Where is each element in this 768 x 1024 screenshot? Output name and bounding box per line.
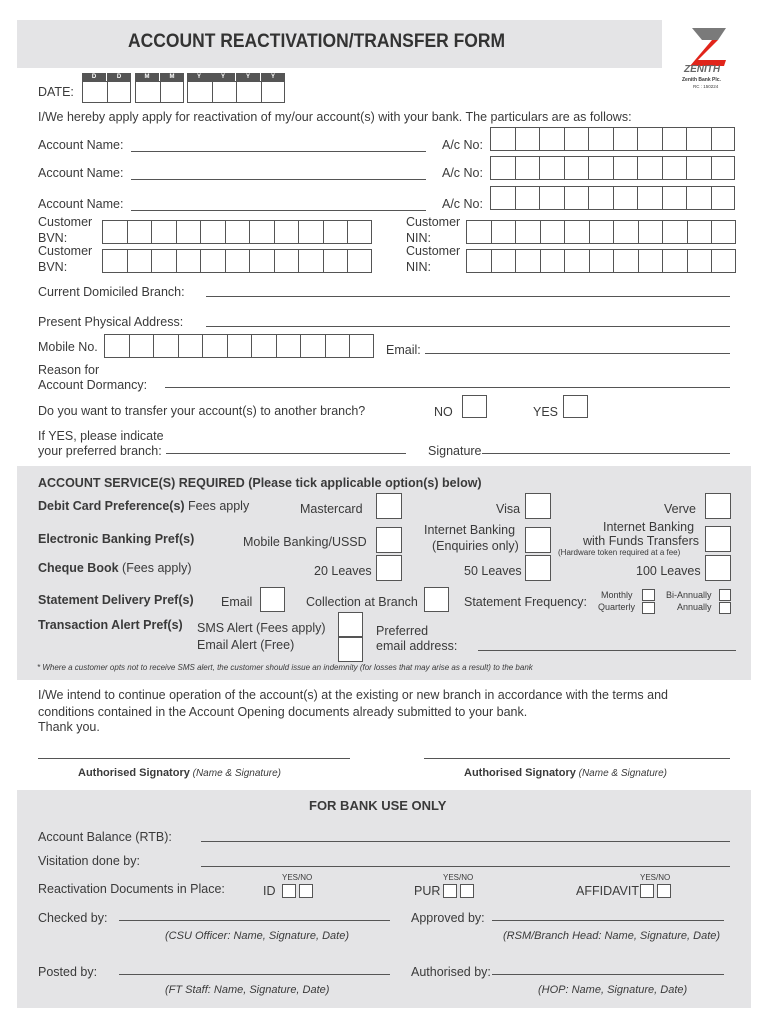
account-name-input[interactable] (131, 179, 426, 180)
char-box[interactable] (613, 156, 638, 180)
char-box[interactable] (102, 249, 127, 273)
char-box[interactable] (564, 186, 589, 210)
char-box[interactable] (515, 156, 540, 180)
50-leaves-checkbox[interactable] (525, 555, 551, 581)
checked-by-label: Checked by: (38, 911, 108, 925)
char-box[interactable] (686, 156, 711, 180)
char-box[interactable] (711, 249, 736, 273)
20-leaves-checkbox[interactable] (376, 555, 402, 581)
email-alert-label: Email Alert (Free) (197, 638, 295, 652)
char-box[interactable] (236, 81, 261, 103)
affidavit-yes-checkbox[interactable] (640, 884, 654, 898)
char-box[interactable] (490, 156, 515, 180)
preferred-branch-input[interactable] (166, 453, 406, 454)
char-box[interactable] (588, 156, 613, 180)
char-box[interactable] (613, 186, 638, 210)
char-box[interactable] (662, 127, 687, 151)
annually-checkbox[interactable] (719, 602, 731, 614)
date-year-boxes (187, 81, 285, 103)
pur-no-checkbox[interactable] (460, 884, 474, 898)
email-alert-checkbox[interactable] (338, 637, 363, 662)
nin-boxes (466, 249, 736, 273)
email-delivery-checkbox[interactable] (260, 587, 285, 612)
char-box[interactable] (323, 249, 348, 273)
char-box[interactable] (466, 220, 491, 244)
bank-use-section (17, 790, 751, 1008)
char-box[interactable] (540, 220, 565, 244)
char-box[interactable] (515, 249, 540, 273)
hop-note: (HOP: Name, Signature, Date) (538, 984, 688, 996)
biannually-checkbox[interactable] (719, 589, 731, 601)
char-box[interactable] (662, 156, 687, 180)
mobile-ussd-label: Mobile Banking/USSD (243, 535, 367, 549)
customer-label: Customer (406, 244, 461, 258)
char-box[interactable] (466, 249, 491, 273)
char-box[interactable] (539, 156, 564, 180)
authorised-signatory-label: Authorised Signatory (Name & Signature) (78, 767, 281, 779)
date-header: D (82, 73, 106, 81)
branch-label: Current Domiciled Branch: (38, 285, 185, 299)
pur-yes-checkbox[interactable] (443, 884, 457, 898)
char-box[interactable] (153, 334, 178, 358)
nin-label: NIN: (406, 231, 431, 245)
verve-label: Verve (664, 502, 696, 516)
char-box[interactable] (127, 220, 152, 244)
char-box[interactable] (687, 249, 712, 273)
char-box[interactable] (274, 249, 299, 273)
ac-no-label: A/c No: (442, 138, 483, 152)
statement-delivery-label: Statement Delivery Pref(s) (38, 593, 194, 607)
affidavit-label: AFFIDAVIT (576, 884, 639, 898)
char-box[interactable] (276, 334, 301, 358)
monthly-label: Monthly (601, 590, 633, 600)
char-box[interactable] (490, 186, 515, 210)
char-box[interactable] (300, 334, 325, 358)
bank-use-heading: FOR BANK USE ONLY (309, 798, 447, 813)
signatory-note: (Name & Signature) (575, 768, 667, 779)
address-label: Present Physical Address: (38, 315, 184, 329)
char-box[interactable] (711, 156, 736, 180)
ac-no-label: A/c No: (442, 197, 483, 211)
char-box[interactable] (200, 220, 225, 244)
char-box[interactable] (298, 220, 323, 244)
char-box[interactable] (251, 334, 276, 358)
char-box[interactable] (347, 249, 372, 273)
preferred-email-input[interactable] (478, 650, 736, 651)
char-box[interactable] (515, 220, 540, 244)
account-name-label: Account Name: (38, 166, 124, 180)
services-heading: ACCOUNT SERVICE(S) REQUIRED (Please tick applicable option(s) below) (38, 476, 482, 490)
visitation-input[interactable] (201, 866, 730, 867)
char-box[interactable] (515, 186, 540, 210)
char-box[interactable] (176, 220, 201, 244)
approved-by-input[interactable] (492, 920, 724, 921)
char-box[interactable] (490, 127, 515, 151)
quarterly-checkbox[interactable] (642, 602, 655, 614)
account-name-input[interactable] (131, 151, 426, 152)
char-box[interactable] (711, 186, 736, 210)
char-box[interactable] (637, 156, 662, 180)
char-box[interactable] (588, 186, 613, 210)
char-box[interactable] (107, 81, 132, 103)
char-box[interactable] (637, 127, 662, 151)
preferred-branch-label: If YES, please indicate (38, 429, 164, 443)
account-balance-label: Account Balance (RTB): (38, 830, 172, 844)
signatory-note: (Name & Signature) (189, 768, 281, 779)
rsm-note: (RSM/Branch Head: Name, Signature, Date) (503, 930, 721, 942)
char-box[interactable] (638, 220, 663, 244)
date-header: M (135, 73, 159, 81)
id-yes-checkbox[interactable] (282, 884, 296, 898)
char-box[interactable] (104, 334, 129, 358)
char-box[interactable] (662, 249, 687, 273)
char-box[interactable] (274, 220, 299, 244)
preferred-email-label: email address: (376, 639, 458, 653)
char-box[interactable] (151, 249, 176, 273)
token-note: (Hardware token required at a fee) (558, 548, 681, 557)
date-header: D (107, 73, 131, 81)
internet-banking-funds-label: with Funds Transfers (583, 534, 700, 548)
date-header: Y (236, 73, 260, 81)
visa-label: Visa (496, 502, 521, 516)
char-box[interactable] (589, 249, 614, 273)
char-box[interactable] (613, 220, 638, 244)
authorised-by-label: Authorised by: (411, 965, 491, 979)
account-name-label: Account Name: (38, 138, 124, 152)
char-box[interactable] (135, 81, 160, 103)
char-box[interactable] (515, 127, 540, 151)
char-box[interactable] (564, 220, 589, 244)
char-box[interactable] (613, 127, 638, 151)
pur-label: PUR (414, 884, 441, 898)
visitation-label: Visitation done by: (38, 854, 140, 868)
sms-alert-checkbox[interactable] (338, 612, 363, 637)
account-number-boxes (490, 186, 735, 210)
ebanking-label: Electronic Banking Pref(s) (38, 532, 195, 546)
char-box[interactable] (711, 220, 736, 244)
ft-note: (FT Staff: Name, Signature, Date) (165, 984, 330, 996)
internet-banking-label: (Enquiries only) (432, 539, 519, 553)
char-box[interactable] (564, 156, 589, 180)
char-box[interactable] (491, 220, 516, 244)
visa-checkbox[interactable] (525, 493, 551, 519)
id-label: ID (263, 884, 276, 898)
100-leaves-label: 100 Leaves (636, 564, 701, 578)
customer-label: Customer (38, 244, 93, 258)
reactivation-docs-label: Reactivation Documents in Place: (38, 882, 225, 896)
cheque-book-label: Cheque Book (Fees apply) (38, 561, 192, 575)
authorised-by-input[interactable] (492, 974, 724, 975)
char-box[interactable] (102, 220, 127, 244)
quarterly-label: Quarterly (598, 602, 636, 612)
bvn-boxes (102, 220, 372, 244)
char-box[interactable] (347, 220, 372, 244)
char-box[interactable] (225, 220, 250, 244)
char-box[interactable] (687, 220, 712, 244)
char-box[interactable] (176, 249, 201, 273)
affidavit-no-checkbox[interactable] (657, 884, 671, 898)
char-box[interactable] (539, 127, 564, 151)
branch-collection-label: Collection at Branch (306, 595, 418, 609)
date-header: Y (187, 73, 211, 81)
no-checkbox[interactable] (462, 395, 487, 418)
account-balance-input[interactable] (201, 841, 730, 842)
branch-collection-checkbox[interactable] (424, 587, 449, 612)
internet-banking-funds-label: Internet Banking (603, 520, 695, 534)
sms-footnote: * Where a customer opts not to receive SMS alert, the customer should issue an indemnity (for losses that may arise as a result) to the bank (37, 663, 533, 672)
char-box[interactable] (613, 249, 638, 273)
char-box[interactable] (160, 81, 185, 103)
nin-boxes (466, 220, 736, 244)
terms-text: conditions contained in the Account Opening documents already submitted to your bank. (38, 705, 528, 719)
100-leaves-checkbox[interactable] (705, 555, 731, 581)
id-no-checkbox[interactable] (299, 884, 313, 898)
logo: ZENITH Zenith Bank Plc. RC : 150224 (662, 20, 751, 98)
authorised-signatory-label: Authorised Signatory (Name & Signature) (464, 767, 667, 779)
verve-checkbox[interactable] (705, 493, 731, 519)
account-name-input[interactable] (131, 210, 426, 211)
transaction-alert-label: Transaction Alert Pref(s) (38, 618, 183, 632)
internet-banking-funds-checkbox[interactable] (705, 526, 731, 552)
signature-label: Signature (428, 444, 482, 458)
50-leaves-label: 50 Leaves (464, 564, 522, 578)
signature-input[interactable] (482, 453, 730, 454)
address-input[interactable] (206, 326, 730, 327)
char-box[interactable] (662, 186, 687, 210)
char-box[interactable] (491, 249, 516, 273)
mastercard-checkbox[interactable] (376, 493, 402, 519)
reason-input[interactable] (165, 387, 730, 388)
char-box[interactable] (540, 249, 565, 273)
checked-by-input[interactable] (119, 920, 390, 921)
nin-label: NIN: (406, 260, 431, 274)
email-label: Email: (386, 343, 421, 357)
statement-frequency-label: Statement Frequency: (464, 595, 587, 609)
char-box[interactable] (686, 127, 711, 151)
zenith-logo-icon (688, 26, 728, 66)
bvn-label: BVN: (38, 260, 68, 274)
yes-no-label: YES/NO (282, 873, 313, 882)
terms-text: I/We intend to continue operation of the account(s) at the existing or new branch in accordance with the terms and (38, 688, 668, 702)
20-leaves-label: 20 Leaves (314, 564, 372, 578)
char-box[interactable] (225, 249, 250, 273)
yes-no-label: YES/NO (640, 873, 671, 882)
internet-banking-label: Internet Banking (424, 523, 516, 537)
mobile-label: Mobile No. (38, 340, 98, 354)
char-box[interactable] (638, 249, 663, 273)
intro-text: I/We hereby apply apply for reactivation of my/our account(s) with your bank. The particulars are as follows: (38, 110, 632, 124)
char-box[interactable] (323, 220, 348, 244)
date-month-boxes (135, 81, 184, 103)
char-box[interactable] (564, 127, 589, 151)
mastercard-label: Mastercard (300, 502, 363, 516)
fees-note: (Fees apply) (118, 561, 192, 575)
account-name-label: Account Name: (38, 197, 124, 211)
char-box[interactable] (349, 334, 374, 358)
annually-label: Annually (677, 602, 712, 612)
approved-by-label: Approved by: (411, 911, 485, 925)
char-box[interactable] (711, 127, 736, 151)
reason-label: Account Dormancy: (38, 378, 148, 392)
date-header: Y (211, 73, 235, 81)
bvn-label: BVN: (38, 231, 68, 245)
date-day-boxes (82, 81, 131, 103)
internet-banking-checkbox[interactable] (525, 527, 551, 553)
account-number-boxes (490, 127, 735, 151)
char-box[interactable] (151, 220, 176, 244)
biannually-label: Bi-Annually (666, 590, 712, 600)
char-box[interactable] (539, 186, 564, 210)
posted-by-label: Posted by: (38, 965, 98, 979)
char-box[interactable] (298, 249, 323, 273)
char-box[interactable] (325, 334, 350, 358)
signatory-2-line[interactable] (424, 758, 730, 759)
page-title: ACCOUNT REACTIVATION/TRANSFER FORM (128, 31, 506, 52)
no-label: NO (434, 405, 453, 419)
fees-note: Fees apply (184, 499, 250, 513)
char-box[interactable] (212, 81, 237, 103)
customer-label: Customer (38, 215, 93, 229)
preferred-email-label: Preferred (376, 624, 429, 638)
sms-alert-label: SMS Alert (Fees apply) (197, 621, 326, 635)
char-box[interactable] (82, 81, 107, 103)
char-box[interactable] (686, 186, 711, 210)
char-box[interactable] (662, 220, 687, 244)
char-box[interactable] (178, 334, 203, 358)
terms-text: Thank you. (38, 720, 100, 734)
customer-label: Customer (406, 215, 461, 229)
email-delivery-label: Email (221, 595, 253, 609)
mobile-boxes (104, 334, 374, 358)
date-header: Y (261, 73, 285, 81)
char-box[interactable] (589, 220, 614, 244)
debit-card-label: Debit Card Preference(s) Fees apply (38, 499, 250, 513)
char-box[interactable] (564, 249, 589, 273)
char-box[interactable] (127, 249, 152, 273)
posted-by-input[interactable] (119, 974, 390, 975)
yes-no-label: YES/NO (443, 873, 474, 882)
char-box[interactable] (129, 334, 154, 358)
reason-label: Reason for (38, 363, 100, 377)
signatory-1-line[interactable] (38, 758, 350, 759)
char-box[interactable] (187, 81, 212, 103)
yes-label: YES (533, 405, 559, 419)
account-number-boxes (490, 156, 735, 180)
char-box[interactable] (202, 334, 227, 358)
ac-no-label: A/c No: (442, 166, 483, 180)
mobile-ussd-checkbox[interactable] (376, 527, 402, 553)
csu-note: (CSU Officer: Name, Signature, Date) (165, 930, 350, 942)
char-box[interactable] (261, 81, 286, 103)
char-box[interactable] (637, 186, 662, 210)
transfer-question: Do you want to transfer your account(s) to another branch? (38, 404, 366, 418)
char-box[interactable] (200, 249, 225, 273)
char-box[interactable] (249, 249, 274, 273)
date-header: M (160, 73, 184, 81)
preferred-branch-label: your preferred branch: (38, 444, 162, 458)
yes-checkbox[interactable] (563, 395, 588, 418)
char-box[interactable] (249, 220, 274, 244)
bvn-boxes (102, 249, 372, 273)
monthly-checkbox[interactable] (642, 589, 655, 601)
branch-input[interactable] (206, 296, 730, 297)
char-box[interactable] (588, 127, 613, 151)
date-label: DATE: (38, 85, 74, 99)
char-box[interactable] (227, 334, 252, 358)
email-input[interactable] (425, 353, 730, 354)
